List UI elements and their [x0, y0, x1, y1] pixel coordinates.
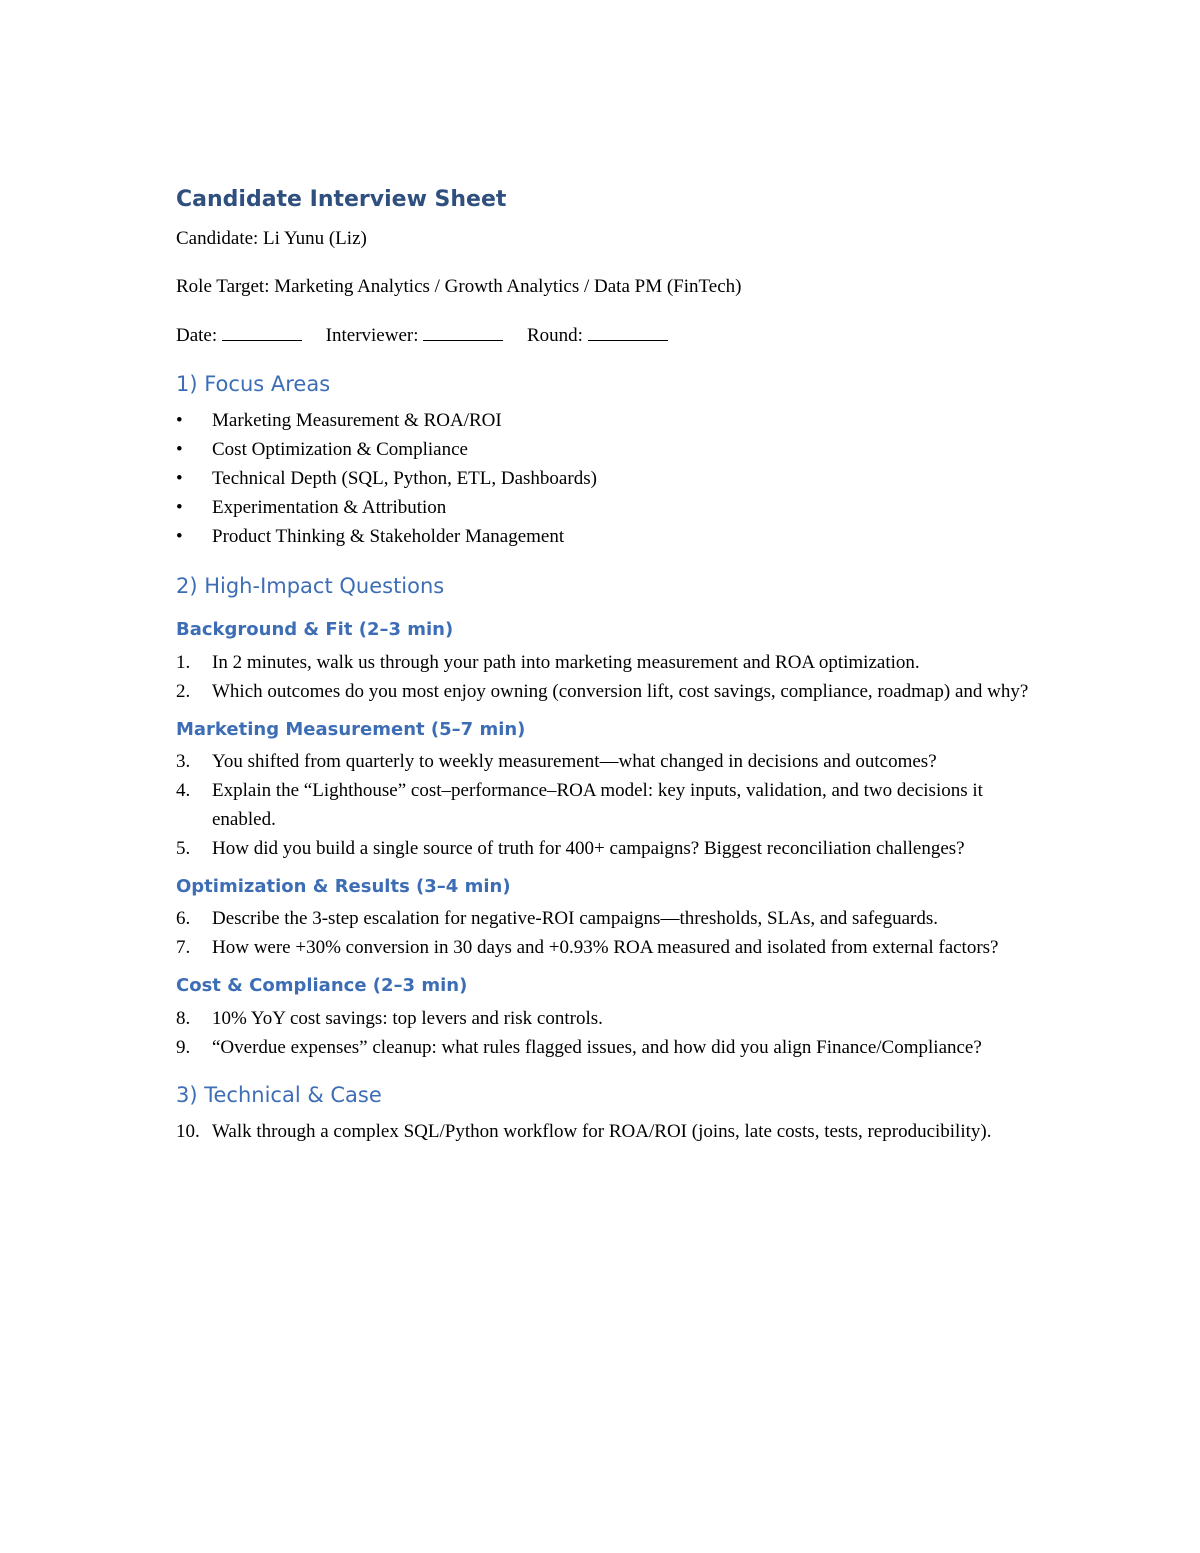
question-text: Explain the “Lighthouse” cost–performance–ROA model: key inputs, validation, and two decisions it enabled.	[212, 780, 983, 831]
round-label: Round:	[527, 324, 583, 346]
question-number: 1.	[176, 651, 191, 673]
question-number: 6.	[176, 908, 191, 930]
question-list	[176, 1117, 1036, 1146]
question-text: “Overdue expenses” cleanup: what rules flagged issues, and how did you align Finance/Compliance?	[212, 1036, 982, 1058]
focus-list	[176, 406, 1036, 551]
interviewer-blank	[423, 339, 503, 341]
role-target-line: Role Target: Marketing Analytics / Growth Analytics / Data PM (FinTech)	[176, 276, 742, 298]
question-item	[176, 904, 1036, 933]
list-item: • Product Thinking & Stakeholder Management	[176, 522, 1036, 551]
section-heading-questions: 2) High-Impact Questions	[176, 573, 445, 598]
question-item	[176, 933, 1036, 962]
question-text: Walk through a complex SQL/Python workflow for ROA/ROI (joins, late costs, tests, reproducibility).	[212, 1121, 992, 1143]
question-text: How were +30% conversion in 30 days and +0.93% ROA measured and isolated from external factors?	[212, 937, 999, 959]
question-number: 2.	[176, 680, 191, 702]
document-page	[176, 186, 1036, 1158]
question-number: 5.	[176, 838, 191, 860]
section-heading-technical: 3) Technical & Case	[176, 1082, 382, 1107]
question-item	[176, 776, 1036, 834]
list-item: • Experimentation & Attribution	[176, 493, 1036, 522]
question-number: 10.	[176, 1121, 200, 1143]
subheading-marketing-measurement: Marketing Measurement (5–7 min)	[176, 718, 526, 740]
question-text: Which outcomes do you most enjoy owning (conversion lift, cost savings, compliance, roadmap) and why?	[212, 680, 1029, 702]
question-item	[176, 648, 1036, 677]
list-item: • Marketing Measurement & ROA/ROI	[176, 406, 1036, 435]
question-text: Describe the 3-step escalation for negative-ROI campaigns—thresholds, SLAs, and safeguards.	[212, 908, 939, 930]
question-text: You shifted from quarterly to weekly measurement—what changed in decisions and outcomes?	[212, 751, 937, 773]
page-title: Candidate Interview Sheet	[176, 187, 507, 212]
question-item	[176, 747, 1036, 776]
candidate-line: Candidate: Li Yunu (Liz)	[176, 227, 367, 249]
date-label: Date:	[176, 324, 218, 346]
question-list	[176, 1004, 1036, 1062]
question-text: In 2 minutes, walk us through your path into marketing measurement and ROA optimization.	[212, 651, 920, 673]
question-list	[176, 904, 1036, 962]
question-item	[176, 1033, 1036, 1062]
question-number: 3.	[176, 751, 191, 773]
question-text: How did you build a single source of truth for 400+ campaigns? Biggest reconciliation challenges?	[212, 838, 965, 860]
question-text: 10% YoY cost savings: top levers and risk controls.	[212, 1007, 603, 1029]
form-fields-line	[176, 324, 1036, 349]
question-item	[176, 1117, 1036, 1146]
round-blank	[588, 339, 668, 341]
section-heading-focus: 1) Focus Areas	[176, 371, 331, 396]
question-number: 9.	[176, 1036, 191, 1058]
date-blank	[222, 339, 302, 341]
subheading-background-fit: Background & Fit (2–3 min)	[176, 619, 454, 641]
interviewer-label: Interviewer:	[325, 324, 419, 346]
question-item	[176, 1004, 1036, 1033]
question-number: 8.	[176, 1007, 191, 1029]
subheading-optimization-results: Optimization & Results (3–4 min)	[176, 876, 511, 898]
question-number: 7.	[176, 937, 191, 959]
question-number: 4.	[176, 780, 191, 802]
question-list	[176, 648, 1036, 706]
question-list	[176, 747, 1036, 863]
list-item: • Technical Depth (SQL, Python, ETL, Dashboards)	[176, 464, 1036, 493]
question-item	[176, 834, 1036, 863]
question-item	[176, 677, 1036, 706]
list-item: • Cost Optimization & Compliance	[176, 435, 1036, 464]
subheading-cost-compliance: Cost & Compliance (2–3 min)	[176, 975, 468, 997]
